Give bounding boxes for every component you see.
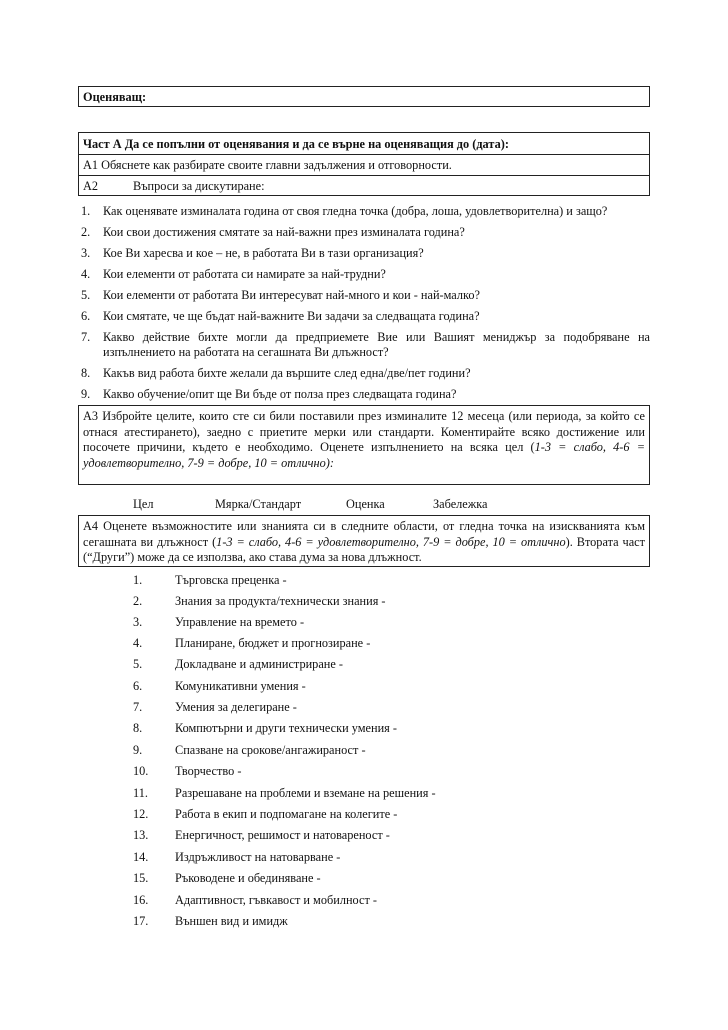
question-item: 1. Как оценявате изминалата година от своя гледна точка (добра, лоша, удовлетворителна) и защо? [81, 204, 608, 218]
a1-text: А1 Обяснете как разбирате своите главни задължения и отговорности. [83, 158, 452, 172]
column-note: Забележка [433, 497, 488, 511]
question-item: 8. Какъв вид работа бихте желали да вършите след една/две/пет години? [81, 366, 471, 380]
part-a-box [78, 132, 650, 196]
question-item: 9. Какво обучение/опит ще Ви бъде от полза през следващата година? [81, 387, 457, 401]
a2-row [79, 175, 649, 197]
a4-box [78, 515, 650, 567]
column-rating: Оценка [346, 497, 385, 511]
evaluator-box [78, 86, 650, 107]
a3-paragraph: А3 Избройте целите, които сте си били поставили през изминалите 12 месеца (или периода, за който се отнася атестирането), заедно с приетите мерки или стандарти. Коментирайте всяко достижение или посочете причини, където е необходимо. Оценете изпълнението на всяка цел (1-3 = слабо, 4-6 = удовлетворително, 7-9 = добре, 10 = отлично): [83, 409, 645, 470]
question-item: 7. Какво действие бихте могли да предприемете Вие или Вашият мениджър за подобряване на [81, 330, 650, 344]
question-item: 2. Кои свои достижения смятате за най-важни през изминалата година? [81, 225, 465, 239]
a2-number: А2 [83, 179, 99, 193]
question-item: 5. Кои елементи от работата Ви интересуват най-много и кои - най-малко? [81, 288, 480, 302]
question-item: 3. Кое Ви харесва и кое – не, в работата Ви в тази организация? [81, 246, 424, 260]
a3-scale: 1-3 = слабо, 4-6 = удовлетворително, 7-9 = добре, 10 = отлично): [83, 440, 645, 470]
question-item: 4. Кои елементи от работата си намирате за най-трудни? [81, 267, 386, 281]
a2-text: Въпроси за дискутиране: [133, 179, 265, 193]
column-measure: Мярка/Стандарт [215, 497, 302, 511]
a4-scale: 1-3 = слабо, 4-6 = удовлетворително, 7-9 = добре, 10 = отлично [216, 534, 566, 549]
appraisal-form-page: Оценяващ: Част А Да се попълни от оценявания и да се върне на оценяващия до (дата): А1 Обяснете как разбирате своите главни задължения и отговорности. А2 Въпроси за дискутиране: 1. Как оценявате изминалата година от своя гледна точка (добра, лоша, удовлетворителна) и защо? 2. Кои свои достижения смятате за най-важни през изминалата година? 3. Кое Ви харесва и кое – не, в работата Ви в тази организация? 4. Кои елементи от работата си намирате за най-трудни? 5. Кои елементи от работата Ви интересуват най-много и кои - най-малко? 6. Кои смятате, че ще бъдат най-важните Ви задачи за следващата година? 7. Какво действие бихте могли да предприемете Вие или Вашият мениджър за подобряване на изпълнението на работата на сегашната Ви длъжност? 8. Какъв вид работа бихте желали да вършите след една/две/пет години? 9. Какво обучение/опит ще Ви бъде от полза през следващата година? А3 Избройте целите, които сте си били поставили през изминалите 12 месеца (или периода, за който се отнася атестирането), заедно с приетите мерки или стандарти. Коментирайте всяко достижение или посочете причини, където е необходимо. Оценете изпълнението на всяка цел (1-3 = слабо, 4-6 = удовлетворително, 7-9 = добре, 10 = отлично): Цел Мярка/Стандарт Оценка Забележка А4 Оценете възможностите или знанията си в следните области, от гледна точка на изискванията към сегашната ви длъжност (1-3 = слабо, 4-6 = удовлетворително, 7-9 = добре, 10 = отлично). Втората част (“Други”) може да се използва, ако става дума за нова длъжност. 1. Търговска преценка - 2. Знания за продукта/технически знания - 3. Управление на времето - 4. Планиране, бюджет и прогнозиране - 5. Докладване и администриране - 6. Комуникативни умения - 7. Умения за делегиране - 8. Компютърни и други технически умения - 9. Спазване на срокове/ангажираност - 10. Творчество - 11. Разрешаване на проблеми и вземане на решения - 12. Работа в екип и подпомагане на колегите - 13. Енергичност, решимост и натовареност - 14. Издръжливост на натоварване - 15. Ръководене и обединяване - 16. Адаптивност, гъвкавост и мобилност - 17. Външен вид и имидж [0, 0, 728, 1030]
question-item-continued: изпълнението на работата на сегашната Ви длъжност? [103, 345, 389, 359]
part-a-header: Част А Да се попълни от оценявания и да се върне на оценяващия до (дата): [83, 137, 509, 151]
a1-row [79, 154, 649, 176]
a4-paragraph: А4 Оценете възможностите или знанията си в следните области, от гледна точка на изискванията към сегашната ви длъжност (1-3 = слабо, 4-6 = удовлетворително, 7-9 = добре, 10 = отлично). Втората част (“Други”) може да се използва, ако става дума за нова длъжност. [83, 519, 645, 564]
column-goal: Цел [133, 497, 154, 511]
question-item: 6. Кои смятате, че ще бъдат най-важните Ви задачи за следващата година? [81, 309, 480, 323]
evaluator-label: Оценяващ: [83, 90, 147, 104]
a3-box [78, 405, 650, 485]
